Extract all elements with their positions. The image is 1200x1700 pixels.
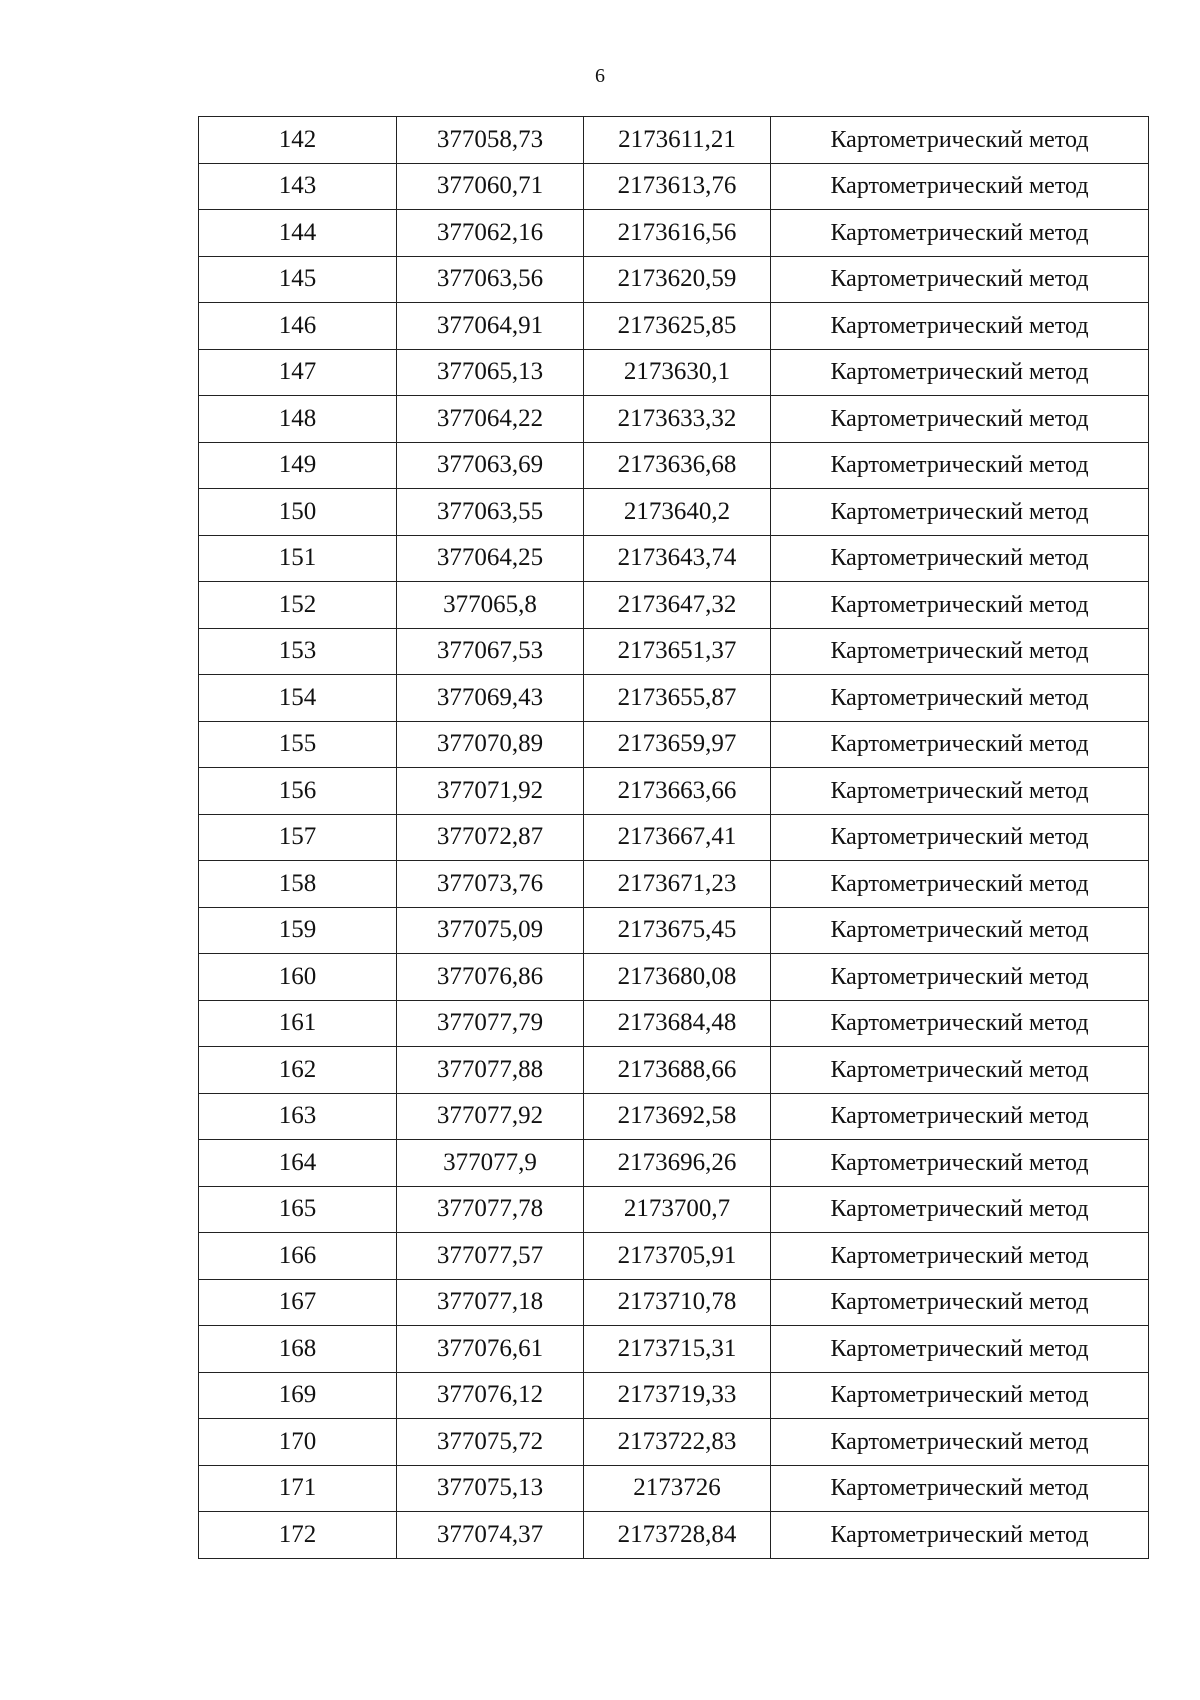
point-number-cell: 142 [199,117,397,164]
method-cell: Картометрический метод [771,256,1149,303]
point-number-cell: 152 [199,582,397,629]
point-number-cell: 155 [199,721,397,768]
table-row [199,1047,1149,1094]
table-row [199,1512,1149,1559]
y-coordinate-cell: 2173680,08 [584,954,771,1001]
x-coordinate-cell: 377063,69 [397,442,584,489]
x-coordinate-cell: 377074,37 [397,1512,584,1559]
x-coordinate-cell: 377064,91 [397,303,584,350]
method-cell: Картометрический метод [771,1047,1149,1094]
table-row [199,1326,1149,1373]
x-coordinate-cell: 377077,79 [397,1000,584,1047]
y-coordinate-cell: 2173696,26 [584,1140,771,1187]
method-cell: Картометрический метод [771,489,1149,536]
point-number-cell: 149 [199,442,397,489]
method-cell: Картометрический метод [771,861,1149,908]
y-coordinate-cell: 2173647,32 [584,582,771,629]
method-cell: Картометрический метод [771,1000,1149,1047]
method-cell: Картометрический метод [771,1186,1149,1233]
table-row [199,628,1149,675]
point-number-cell: 172 [199,1512,397,1559]
point-number-cell: 151 [199,535,397,582]
table-row [199,1000,1149,1047]
point-number-cell: 169 [199,1372,397,1419]
point-number-cell: 156 [199,768,397,815]
table-row [199,675,1149,722]
x-coordinate-cell: 377077,92 [397,1093,584,1140]
method-cell: Картометрический метод [771,349,1149,396]
method-cell: Картометрический метод [771,814,1149,861]
y-coordinate-cell: 2173640,2 [584,489,771,536]
method-cell: Картометрический метод [771,1326,1149,1373]
table-row [199,1419,1149,1466]
y-coordinate-cell: 2173633,32 [584,396,771,443]
method-cell: Картометрический метод [771,954,1149,1001]
method-cell: Картометрический метод [771,1093,1149,1140]
table-row [199,117,1149,164]
table-row [199,396,1149,443]
y-coordinate-cell: 2173671,23 [584,861,771,908]
y-coordinate-cell: 2173611,21 [584,117,771,164]
y-coordinate-cell: 2173663,66 [584,768,771,815]
y-coordinate-cell: 2173710,78 [584,1279,771,1326]
y-coordinate-cell: 2173688,66 [584,1047,771,1094]
x-coordinate-cell: 377058,73 [397,117,584,164]
x-coordinate-cell: 377075,13 [397,1465,584,1512]
x-coordinate-cell: 377065,8 [397,582,584,629]
method-cell: Картометрический метод [771,1372,1149,1419]
y-coordinate-cell: 2173620,59 [584,256,771,303]
method-cell: Картометрический метод [771,1465,1149,1512]
table-row [199,163,1149,210]
table-row [199,582,1149,629]
method-cell: Картометрический метод [771,1279,1149,1326]
point-number-cell: 159 [199,907,397,954]
method-cell: Картометрический метод [771,1140,1149,1187]
method-cell: Картометрический метод [771,907,1149,954]
point-number-cell: 158 [199,861,397,908]
table-row [199,1279,1149,1326]
table-row [199,1372,1149,1419]
x-coordinate-cell: 377063,55 [397,489,584,536]
table-row [199,861,1149,908]
method-cell: Картометрический метод [771,768,1149,815]
x-coordinate-cell: 377075,72 [397,1419,584,1466]
method-cell: Картометрический метод [771,442,1149,489]
x-coordinate-cell: 377075,09 [397,907,584,954]
point-number-cell: 154 [199,675,397,722]
point-number-cell: 164 [199,1140,397,1187]
method-cell: Картометрический метод [771,628,1149,675]
table-row [199,814,1149,861]
x-coordinate-cell: 377076,86 [397,954,584,1001]
table-row [199,535,1149,582]
point-number-cell: 166 [199,1233,397,1280]
point-number-cell: 167 [199,1279,397,1326]
y-coordinate-cell: 2173630,1 [584,349,771,396]
y-coordinate-cell: 2173684,48 [584,1000,771,1047]
method-cell: Картометрический метод [771,721,1149,768]
y-coordinate-cell: 2173659,97 [584,721,771,768]
y-coordinate-cell: 2173692,58 [584,1093,771,1140]
table-row [199,1465,1149,1512]
coordinates-table [198,116,1149,1559]
page-number: 6 [595,65,605,87]
point-number-cell: 160 [199,954,397,1001]
y-coordinate-cell: 2173700,7 [584,1186,771,1233]
y-coordinate-cell: 2173625,85 [584,303,771,350]
x-coordinate-cell: 377072,87 [397,814,584,861]
table-row [199,210,1149,257]
point-number-cell: 150 [199,489,397,536]
y-coordinate-cell: 2173651,37 [584,628,771,675]
x-coordinate-cell: 377060,71 [397,163,584,210]
table-row [199,1140,1149,1187]
y-coordinate-cell: 2173636,68 [584,442,771,489]
point-number-cell: 162 [199,1047,397,1094]
table-row [199,349,1149,396]
x-coordinate-cell: 377077,88 [397,1047,584,1094]
y-coordinate-cell: 2173667,41 [584,814,771,861]
x-coordinate-cell: 377071,92 [397,768,584,815]
table-row [199,256,1149,303]
point-number-cell: 146 [199,303,397,350]
method-cell: Картометрический метод [771,675,1149,722]
point-number-cell: 161 [199,1000,397,1047]
x-coordinate-cell: 377064,22 [397,396,584,443]
x-coordinate-cell: 377073,76 [397,861,584,908]
x-coordinate-cell: 377062,16 [397,210,584,257]
y-coordinate-cell: 2173675,45 [584,907,771,954]
point-number-cell: 165 [199,1186,397,1233]
method-cell: Картометрический метод [771,396,1149,443]
y-coordinate-cell: 2173722,83 [584,1419,771,1466]
y-coordinate-cell: 2173715,31 [584,1326,771,1373]
x-coordinate-cell: 377077,9 [397,1140,584,1187]
point-number-cell: 144 [199,210,397,257]
point-number-cell: 157 [199,814,397,861]
point-number-cell: 163 [199,1093,397,1140]
method-cell: Картометрический метод [771,1419,1149,1466]
y-coordinate-cell: 2173613,76 [584,163,771,210]
y-coordinate-cell: 2173726 [584,1465,771,1512]
point-number-cell: 147 [199,349,397,396]
x-coordinate-cell: 377064,25 [397,535,584,582]
y-coordinate-cell: 2173616,56 [584,210,771,257]
x-coordinate-cell: 377077,78 [397,1186,584,1233]
x-coordinate-cell: 377063,56 [397,256,584,303]
table-row [199,303,1149,350]
table-row [199,721,1149,768]
point-number-cell: 148 [199,396,397,443]
x-coordinate-cell: 377067,53 [397,628,584,675]
x-coordinate-cell: 377076,12 [397,1372,584,1419]
coordinates-table-body [199,117,1149,1559]
x-coordinate-cell: 377069,43 [397,675,584,722]
point-number-cell: 171 [199,1465,397,1512]
x-coordinate-cell: 377065,13 [397,349,584,396]
x-coordinate-cell: 377077,18 [397,1279,584,1326]
method-cell: Картометрический метод [771,210,1149,257]
x-coordinate-cell: 377070,89 [397,721,584,768]
point-number-cell: 145 [199,256,397,303]
table-row [199,489,1149,536]
table-row [199,768,1149,815]
y-coordinate-cell: 2173655,87 [584,675,771,722]
method-cell: Картометрический метод [771,303,1149,350]
method-cell: Картометрический метод [771,582,1149,629]
method-cell: Картометрический метод [771,535,1149,582]
x-coordinate-cell: 377077,57 [397,1233,584,1280]
point-number-cell: 143 [199,163,397,210]
table-row [199,1186,1149,1233]
point-number-cell: 153 [199,628,397,675]
y-coordinate-cell: 2173705,91 [584,1233,771,1280]
y-coordinate-cell: 2173643,74 [584,535,771,582]
point-number-cell: 170 [199,1419,397,1466]
method-cell: Картометрический метод [771,1233,1149,1280]
method-cell: Картометрический метод [771,117,1149,164]
y-coordinate-cell: 2173719,33 [584,1372,771,1419]
y-coordinate-cell: 2173728,84 [584,1512,771,1559]
point-number-cell: 168 [199,1326,397,1373]
x-coordinate-cell: 377076,61 [397,1326,584,1373]
table-row [199,1093,1149,1140]
method-cell: Картометрический метод [771,163,1149,210]
method-cell: Картометрический метод [771,1512,1149,1559]
table-row [199,442,1149,489]
table-row [199,954,1149,1001]
table-row [199,1233,1149,1280]
table-row [199,907,1149,954]
